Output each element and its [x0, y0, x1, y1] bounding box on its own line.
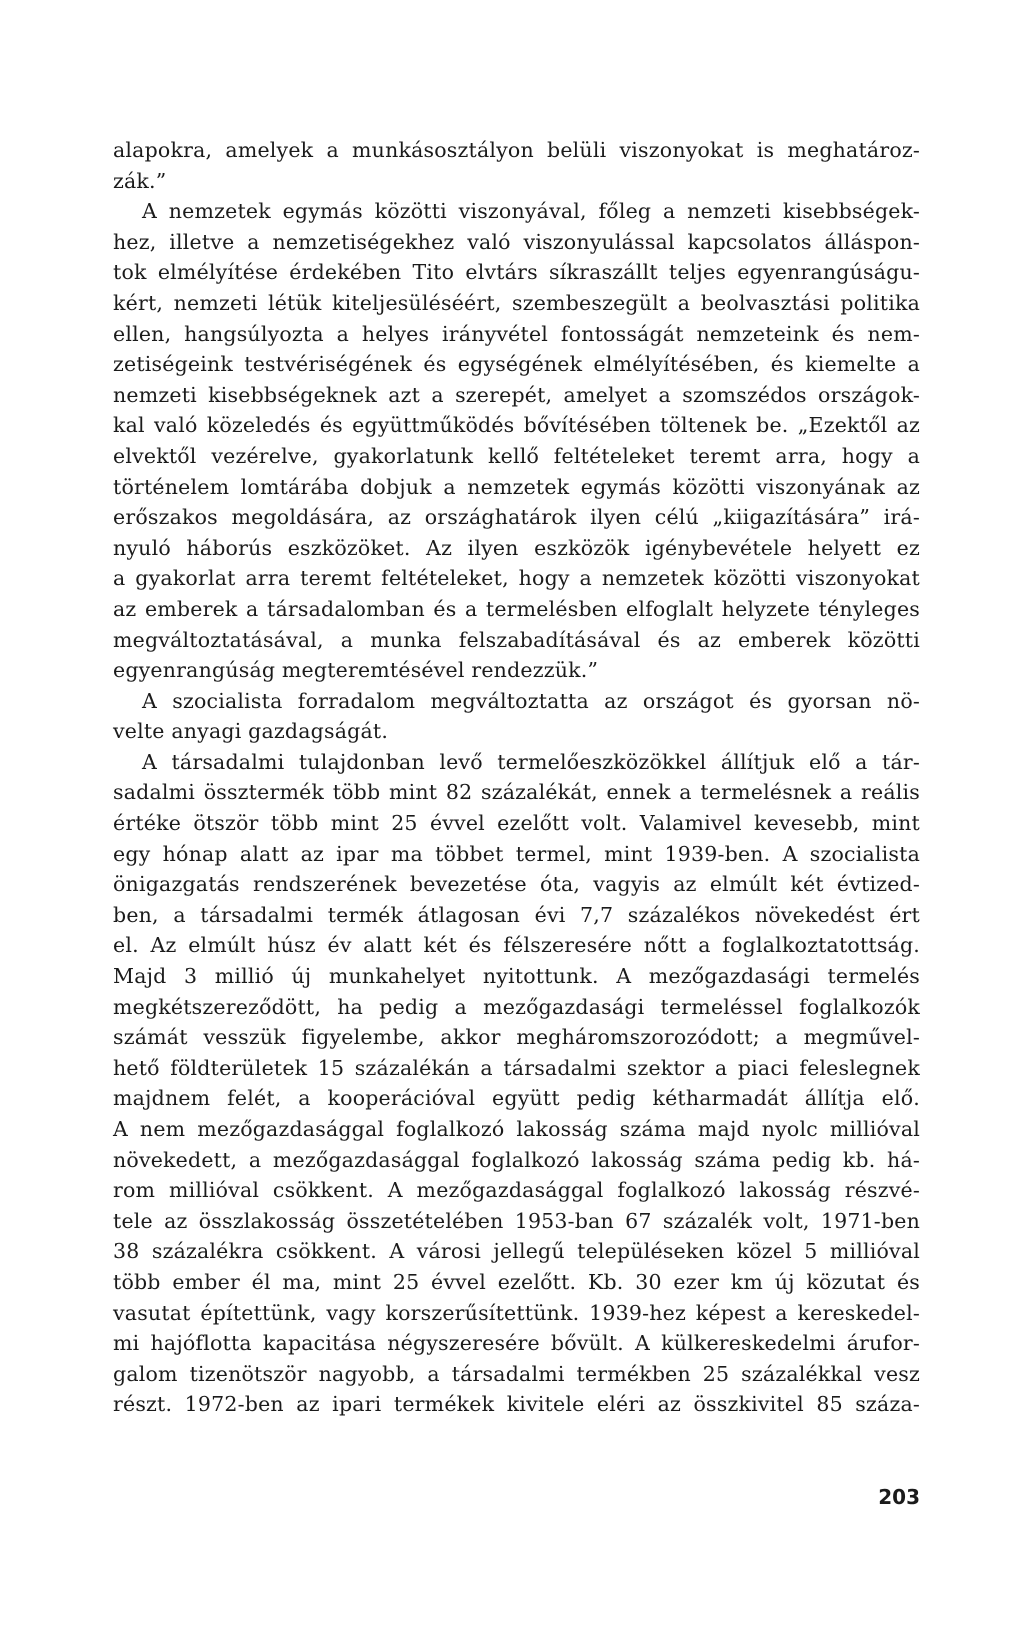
text-line: A nem mezőgazdasággal foglalkozó lakosság száma majd nyolc millióval: [113, 1117, 920, 1141]
text-line: önigazgatás rendszerének bevezetése óta, vagyis az elmúlt két évtized-: [113, 872, 920, 897]
text-line: növekedett, a mezőgazdasággal foglalkozó lakosság száma pedig kb. há-: [113, 1147, 920, 1172]
text-line: alapokra, amelyek a munkásosztályon belüli viszonyokat is meghatároz-: [113, 138, 920, 162]
text-line: zák.”: [113, 168, 167, 193]
text-line: ben, a társadalmi termék átlagosan évi 7,7 százalékos növekedést ért: [113, 902, 920, 927]
text-line: kal való közeledés és együttműködés bővítésében töltenek be. „Ezektől az: [113, 413, 920, 438]
page-number: 203: [878, 1485, 920, 1509]
text-line: tok elmélyítése érdekében Tito elvtárs síkraszállt teljes egyenrangúságu-: [113, 260, 920, 285]
text-line: sadalmi össztermék több mint 82 százalékát, ennek a termelésnek a reális: [113, 780, 920, 805]
text-line: megkétszereződött, ha pedig a mezőgazdasági termeléssel foglalkozók: [113, 994, 920, 1019]
text-line: a gyakorlat arra teremt feltételeket, hogy a nemzetek közötti viszonyokat: [113, 566, 920, 591]
text-line: mi hajóflotta kapacitása négyszeresére bővült. A külkereskedelmi árufor-: [113, 1331, 920, 1356]
text-line: értéke ötször több mint 25 évvel ezelőtt volt. Valamivel kevesebb, mint: [113, 811, 920, 836]
text-line: ellen, hangsúlyozta a helyes irányvétel fontosságát nemzeteink és nem-: [113, 321, 920, 346]
text-line: el. Az elmúlt húsz év alatt két és félszeresére nőtt a foglalkoztatottság.: [113, 933, 920, 958]
body-text: [113, 135, 920, 1420]
text-line: számát vesszük figyelembe, akkor megháromszorozódott; a megművel-: [113, 1025, 920, 1050]
text-line: 38 százalékra csökkent. A városi jellegű településeken közel 5 millióval: [113, 1239, 920, 1264]
text-line: tele az összlakosság összetételében 1953-ban 67 százalék volt, 1971-ben: [113, 1208, 920, 1233]
text-line: részt. 1972-ben az ipari termékek kivitele eléri az összkivitel 85 száza-: [113, 1392, 920, 1417]
text-line: hez, illetve a nemzetiségekhez való viszonyulással kapcsolatos álláspon-: [113, 229, 920, 254]
text-line: hető földterületek 15 százalékán a társadalmi szektor a piaci feleslegnek: [113, 1055, 920, 1080]
text-line: vasutat építettünk, vagy korszerűsítettünk. 1939-hez képest a kereskedel-: [113, 1300, 920, 1325]
text-line: több ember él ma, mint 25 évvel ezelőtt. Kb. 30 ezer km új közutat és: [113, 1269, 920, 1294]
text-line: galom tizenötször nagyobb, a társadalmi termékben 25 százalékkal vesz: [113, 1361, 920, 1386]
text-line: Majd 3 millió új munkahelyet nyitottunk. A mezőgazdasági termelés: [113, 964, 920, 989]
text-line: egy hónap alatt az ipar ma többet termel, mint 1939-ben. A szocialista: [113, 841, 920, 866]
text-line: zetiségeink testvériségének és egységének elmélyítésében, és kiemelte a: [113, 352, 920, 377]
text-line: nemzeti kisebbségeknek azt a szerepét, amelyet a szomszédos országok-: [113, 382, 920, 407]
text-line: A szocialista forradalom megváltoztatta az országot és gyorsan nö-: [142, 688, 920, 713]
text-line: egyenrangúság megteremtésével rendezzük.”: [113, 658, 599, 683]
text-line: majdnem felét, a kooperációval együtt pedig kétharmadát állítja elő.: [113, 1086, 920, 1111]
text-line: A nemzetek egymás közötti viszonyával, főleg a nemzeti kisebbségek-: [142, 199, 920, 224]
text-line: történelem lomtárába dobjuk a nemzetek egymás közötti viszonyának az: [113, 474, 920, 499]
text-line: erőszakos megoldására, az országhatárok ilyen célú „kiigazítására” irá-: [113, 505, 920, 530]
text-line: nyuló háborús eszközöket. Az ilyen eszközök igénybevétele helyett ez: [113, 535, 920, 560]
text-line: rom millióval csökkent. A mezőgazdasággal foglalkozó lakosság részvé-: [113, 1178, 920, 1203]
text-line: velte anyagi gazdagságát.: [113, 719, 389, 744]
text-line: kért, nemzeti létük kiteljesüléséért, szembeszegült a beolvasztási politika: [113, 290, 920, 315]
text-line: elvektől vezérelve, gyakorlatunk kellő feltételeket teremt arra, hogy a: [113, 443, 920, 468]
text-line: az emberek a társadalomban és a termelésben elfoglalt helyzete tényleges: [113, 596, 920, 621]
text-line: A társadalmi tulajdonban levő termelőeszközökkel állítjuk elő a tár-: [142, 749, 920, 774]
text-line: megváltoztatásával, a munka felszabadításával és az emberek közötti: [113, 627, 920, 652]
